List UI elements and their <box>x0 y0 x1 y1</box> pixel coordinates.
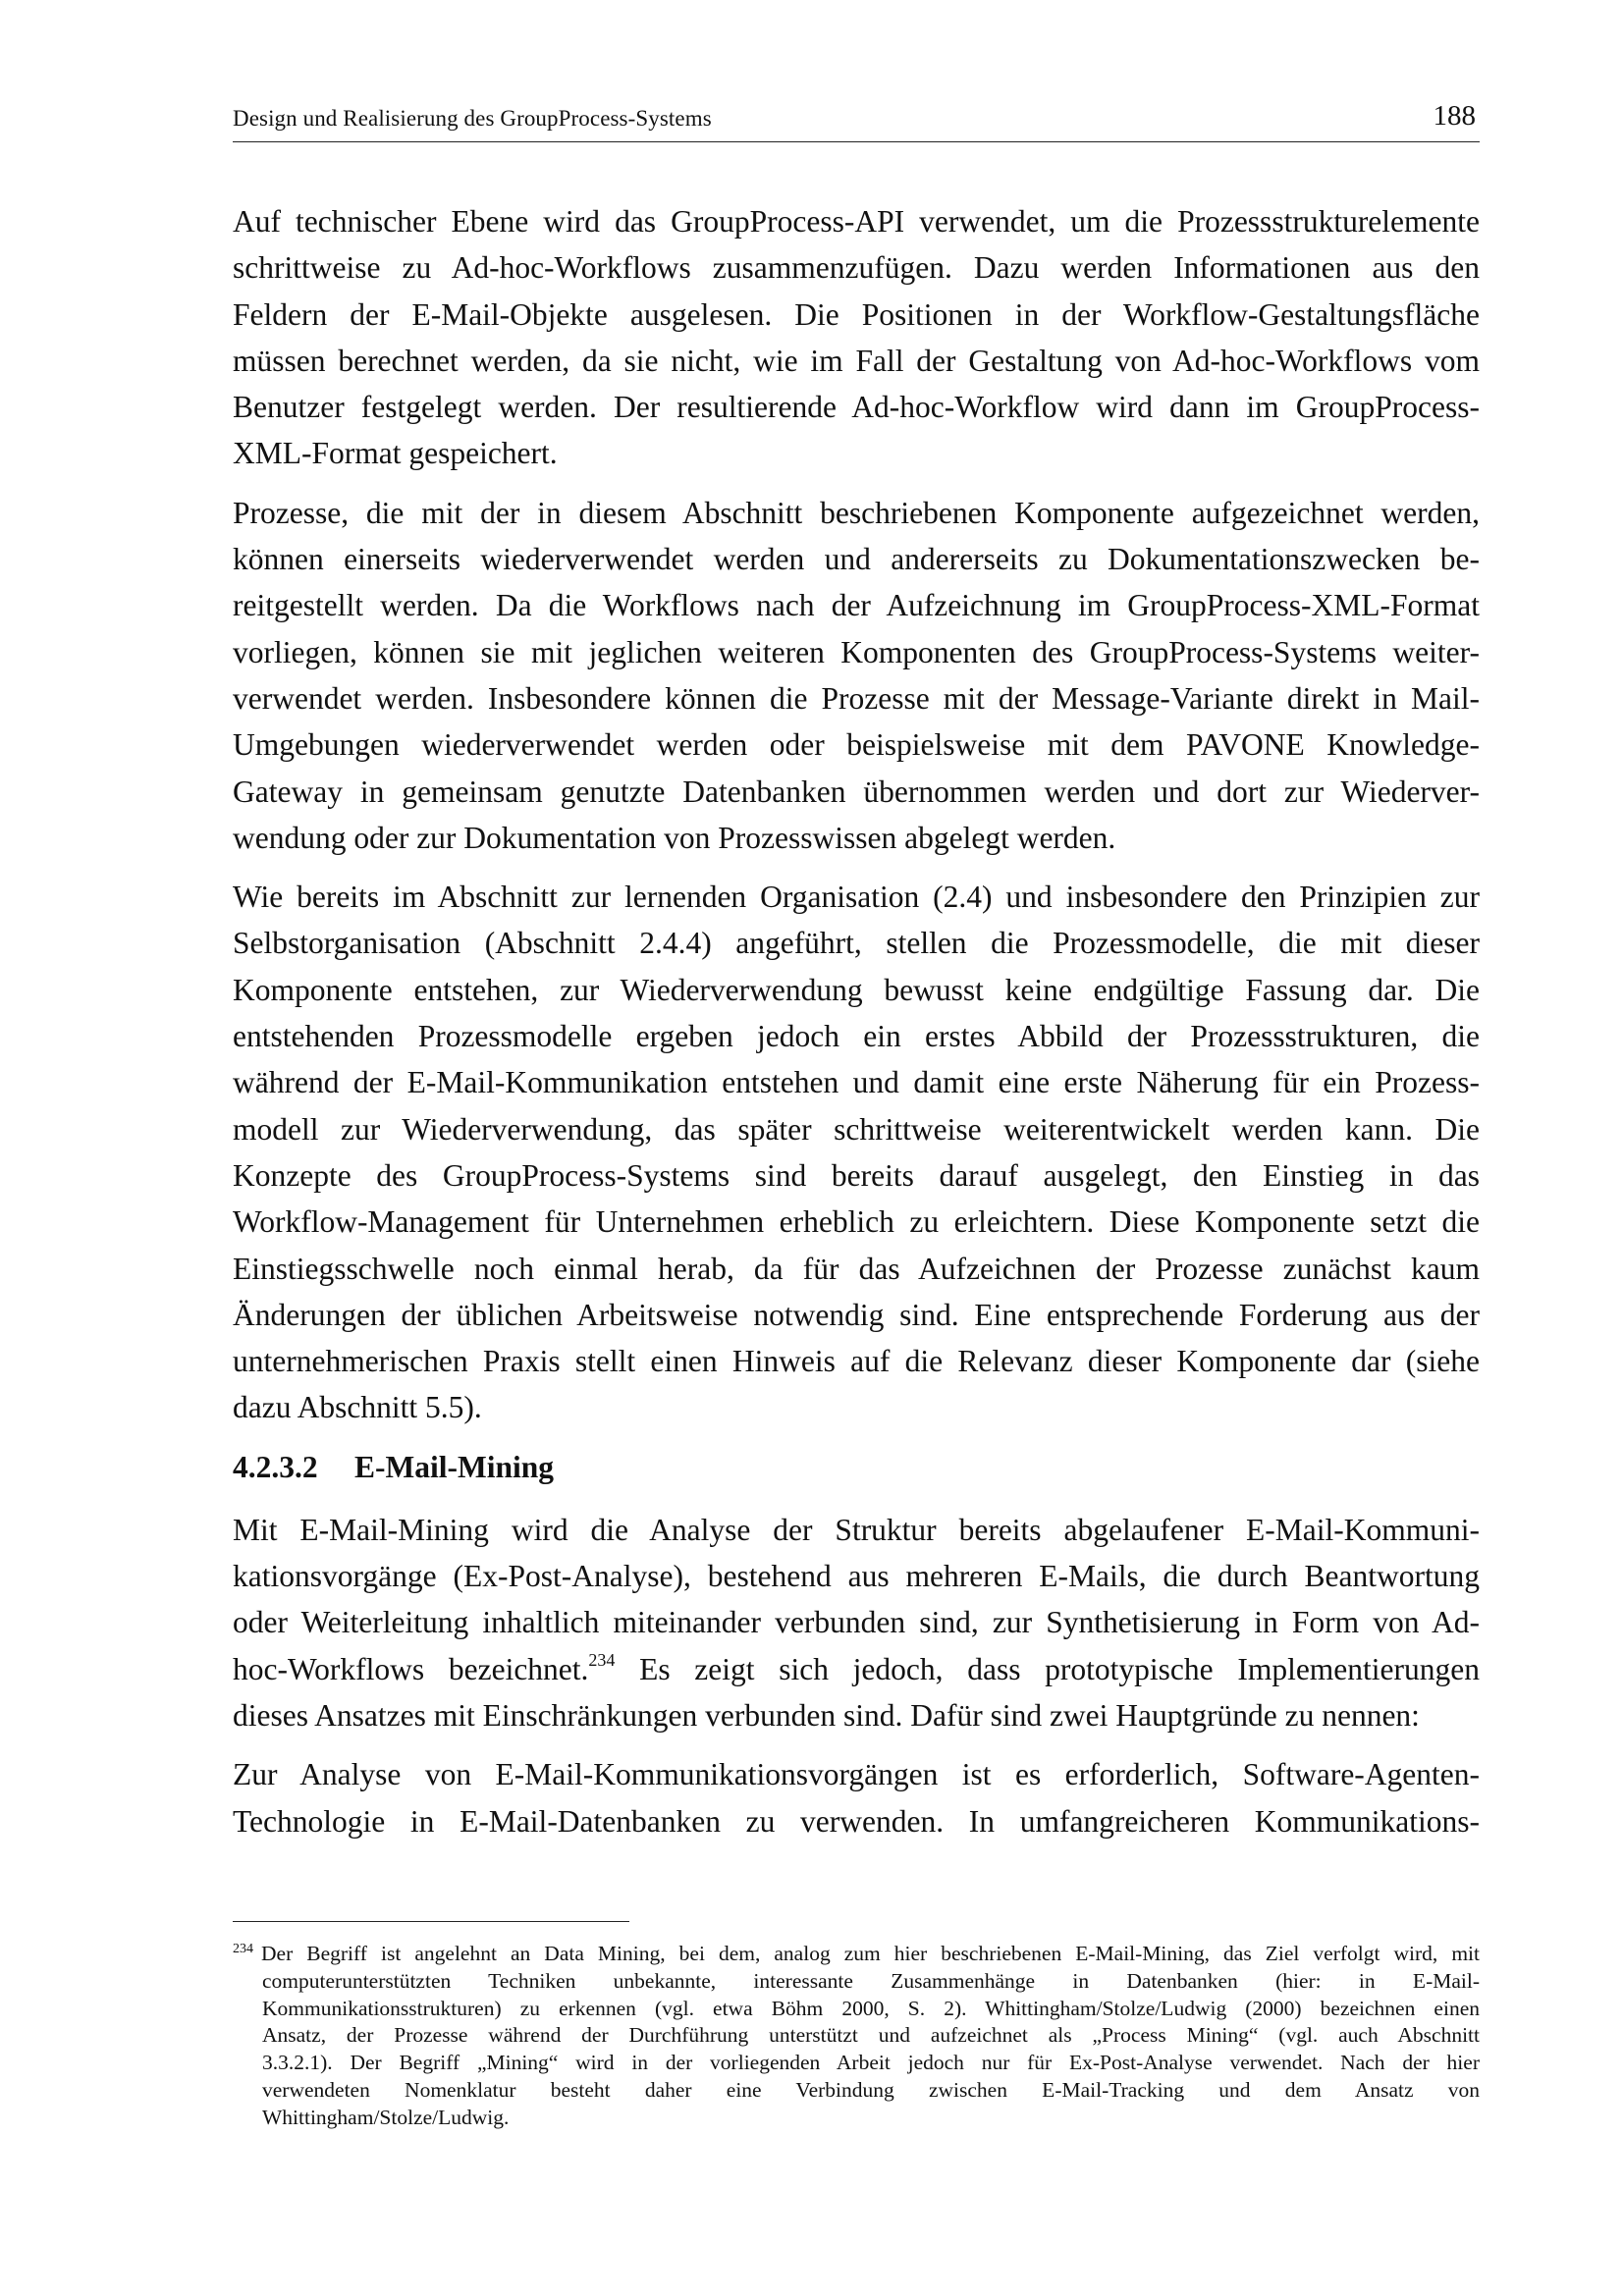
text-line: unternehmerischen Praxis stellt einen Hinweis auf die Relevanz dieser Komponente dar (siehe <box>233 1344 1480 1379</box>
footnote-line: Kommunikationsstrukturen) zu erkennen (vgl. etwa Böhm 2000, S. 2). Whittingham/Stolze/Ludwig (2000) bezeichnen einen <box>262 1996 1480 2020</box>
text-line: kationsvorgänge (Ex-Post-Analyse), bestehend aus mehreren E-Mails, die durch Beantwortung <box>233 1559 1480 1594</box>
text-segment: Es zeigt sich jedoch, dass prototypische Implementierungen <box>615 1651 1480 1686</box>
text-line: Komponente entstehen, zur Wiederverwendung bewusst keine endgültige Fassung dar. Die <box>233 972 1480 1007</box>
section-heading <box>233 1444 1480 1490</box>
footnote-line: Ansatz, der Prozesse während der Durchführung unterstützt und aufzeichnet als „Process Mining“ (vgl. auch Abschnitt <box>262 2023 1480 2048</box>
text-line: oder Weiterleitung inhaltlich miteinander verbunden sind, zur Synthetisierung in Form von Ad- <box>233 1605 1480 1640</box>
footnote <box>233 1941 1480 2132</box>
footnote-text: Der Begriff ist angelehnt an Data Mining, bei dem, analog zum hier beschriebenen E-Mail-Mining, das Ziel verfolgt wird, mit <box>261 1942 1480 1965</box>
text-line: können einerseits wiederverwendet werden und andererseits zu Dokumentationszwecken be- <box>233 542 1480 577</box>
text-line: Prozesse, die mit der in diesem Abschnitt beschriebenen Komponente aufgezeichnet werden, <box>233 495 1480 530</box>
body-text <box>233 198 1480 1857</box>
paragraph <box>233 198 1480 477</box>
running-header <box>233 98 1480 142</box>
paragraph <box>233 1751 1480 1844</box>
text-line: Auf technischer Ebene wird das GroupProcess-API verwendet, um die Prozessstrukturelemente <box>233 204 1480 239</box>
text-line: müssen berechnet werden, da sie nicht, wie im Fall der Gestaltung von Ad-hoc-Workflows vom <box>233 343 1480 378</box>
text-line: wendung oder zur Dokumentation von Prozesswissen abgelegt werden. <box>233 820 1116 855</box>
text-line <box>233 1646 1480 1692</box>
footnote-line: computerunterstützten Techniken unbekannte, interessante Zusammenhänge in Datenbanken (hier: in E-Mail- <box>262 1968 1480 1993</box>
page-number: 188 <box>1433 100 1476 132</box>
text-line: dazu Abschnitt 5.5). <box>233 1390 482 1425</box>
text-line: Umgebungen wiederverwendet werden oder beispielsweise mit dem PAVONE Knowledge- <box>233 727 1480 763</box>
text-line: vorliegen, können sie mit jeglichen weiteren Komponenten des GroupProcess-Systems weiter- <box>233 634 1480 669</box>
paragraph <box>233 490 1480 861</box>
section-number: 4.2.3.2 <box>233 1449 318 1484</box>
footnote-separator <box>233 1921 629 1922</box>
text-line: Gateway in gemeinsam genutzte Datenbanken übernommen werden und dort zur Wiederver- <box>233 774 1480 809</box>
text-line: Feldern der E-Mail-Objekte ausgelesen. Die Positionen in der Workflow-Gestaltungsfläche <box>233 296 1480 332</box>
text-line: Zur Analyse von E-Mail-Kommunikationsvorgängen ist es erforderlich, Software-Agenten- <box>233 1757 1480 1792</box>
text-line: modell zur Wiederverwendung, das später schrittweise weiterentwickelt werden kann. Die <box>233 1111 1480 1147</box>
text-line: XML-Format gespeichert. <box>233 436 558 471</box>
text-line: Technologie in E-Mail-Datenbanken zu verwenden. In umfangreicheren Kommunikations- <box>233 1803 1480 1839</box>
footnote-line <box>233 1941 1480 1968</box>
paragraph <box>233 874 1480 1431</box>
footnote-line: 3.3.2.1). Der Begriff „Mining“ wird in der vorliegenden Arbeit jedoch nur für Ex-Post-Analyse verwendet. Nach der hier <box>262 2051 1480 2075</box>
footnote-reference[interactable]: 234 <box>588 1649 616 1670</box>
text-line: während der E-Mail-Kommunikation entstehen und damit eine erste Näherung für ein Prozess- <box>233 1065 1480 1100</box>
section-title: E-Mail-Mining <box>354 1449 554 1484</box>
footnote-line: verwendeten Nomenklatur besteht daher eine Verbindung zwischen E-Mail-Tracking und dem Ansatz von <box>262 2077 1480 2102</box>
text-line: Workflow-Management für Unternehmen erheblich zu erleichtern. Diese Komponente setzt die <box>233 1204 1480 1240</box>
footnote-line: Whittingham/Stolze/Ludwig. <box>262 2105 510 2129</box>
text-line: Mit E-Mail-Mining wird die Analyse der Struktur bereits abgelaufener E-Mail-Kommuni- <box>233 1512 1480 1547</box>
text-line: reitgestellt werden. Da die Workflows nach der Aufzeichnung im GroupProcess-XML-Format <box>233 588 1480 623</box>
text-line: verwendet werden. Insbesondere können die Prozesse mit der Message-Variante direkt in Mail- <box>233 680 1480 716</box>
text-line: dieses Ansatzes mit Einschränkungen verbunden sind. Dafür sind zwei Hauptgründe zu nennen: <box>233 1697 1420 1733</box>
header-title: Design und Realisierung des GroupProcess-Systems <box>233 106 712 131</box>
text-segment: hoc-Workflows bezeichnet. <box>233 1651 589 1686</box>
text-line: schrittweise zu Ad-hoc-Workflows zusammenzufügen. Dazu werden Informationen aus den <box>233 250 1480 286</box>
text-line: Einstiegsschwelle noch einmal herab, da für das Aufzeichnen der Prozesse zunächst kaum <box>233 1251 1480 1286</box>
paragraph <box>233 1507 1480 1738</box>
text-line: Benutzer festgelegt werden. Der resultierende Ad-hoc-Workflow wird dann im GroupProcess- <box>233 390 1480 425</box>
text-line: Änderungen der üblichen Arbeitsweise notwendig sind. Eine entsprechende Forderung aus der <box>233 1297 1480 1332</box>
text-line: Wie bereits im Abschnitt zur lernenden Organisation (2.4) und insbesondere den Prinzipien zur <box>233 880 1480 915</box>
text-line: Selbstorganisation (Abschnitt 2.4.4) angeführt, stellen die Prozessmodelle, die mit dieser <box>233 926 1480 961</box>
text-line: Konzepte des GroupProcess-Systems sind bereits darauf ausgelegt, den Einstieg in das <box>233 1157 1480 1193</box>
footnote-marker: 234 <box>233 1942 253 1956</box>
text-line: entstehenden Prozessmodelle ergeben jedoch ein erstes Abbild der Prozessstrukturen, die <box>233 1019 1480 1054</box>
